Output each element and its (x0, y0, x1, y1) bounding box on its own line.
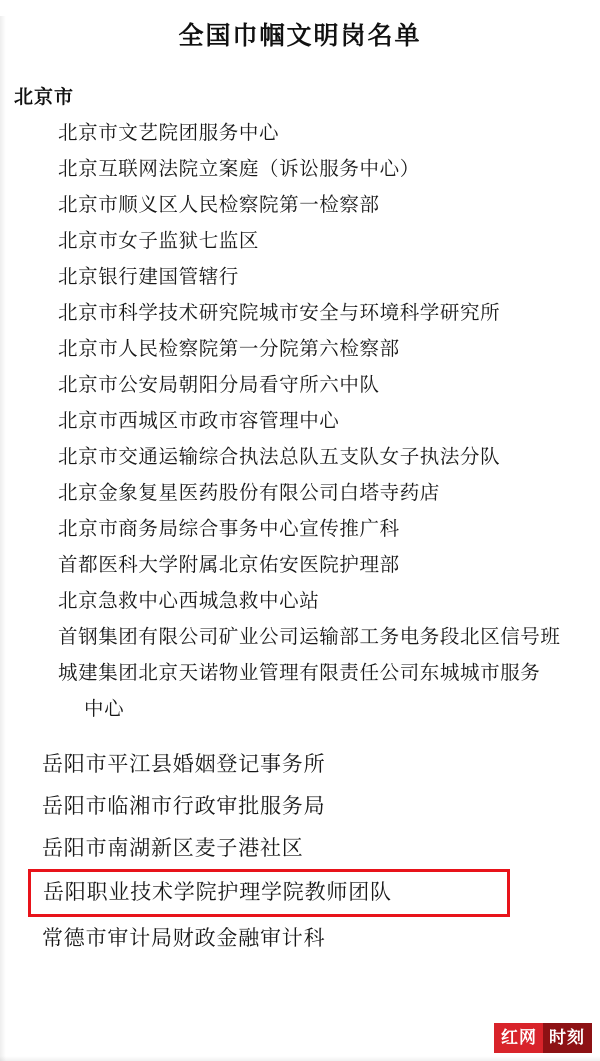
list-item: 北京市商务局综合事务中心宣传推广科 (58, 517, 400, 540)
list-item: 常德市审计局财政金融审计科 (42, 926, 326, 950)
beijing-entry-list (0, 115, 600, 727)
highlighted-entry-box (28, 869, 510, 917)
region-heading-beijing: 北京市 (14, 86, 75, 108)
list-item: 北京市女子监狱七监区 (58, 229, 260, 252)
list-item: 北京市文艺院团服务中心 (58, 121, 280, 144)
list-item: 首都医科大学附属北京佑安医院护理部 (58, 553, 400, 576)
list-item: 北京市科学技术研究院城市安全与环境科学研究所 (58, 301, 501, 324)
trailing-entry-list (0, 917, 600, 959)
list-item: 北京市公安局朝阳分局看守所六中队 (58, 373, 380, 396)
list-item: 城建集团北京天诺物业管理有限责任公司东城城市服务 (58, 661, 541, 684)
list-item: 北京市人民检察院第一分院第六检察部 (58, 337, 400, 360)
list-item: 北京市西城区市政市容管理中心 (58, 409, 340, 432)
watermark-logo (494, 1023, 592, 1053)
list-item: 岳阳市平江县婚姻登记事务所 (42, 752, 326, 776)
watermark-left-text: 红网 (494, 1023, 543, 1053)
list-item: 北京银行建国管辖行 (58, 265, 239, 288)
list-item: 北京金象复星医药股份有限公司白塔寺药店 (58, 481, 440, 504)
list-item: 北京市交通运输综合执法总队五支队女子执法分队 (58, 445, 501, 468)
list-item: 北京急救中心西城急救中心站 (58, 589, 320, 612)
list-item: 岳阳市南湖新区麦子港社区 (42, 836, 304, 860)
list-item: 北京市顺义区人民检察院第一检察部 (58, 193, 380, 216)
list-item: 首钢集团有限公司矿业公司运输部工务电务段北区信号班 (58, 625, 561, 648)
page-title: 全国巾帼文明岗名单 (178, 21, 422, 50)
list-item: 北京互联网法院立案庭（诉讼服务中心） (58, 157, 420, 180)
page-edge-shadow-bottom (0, 1056, 600, 1061)
highlighted-entry-label: 岳阳职业技术学院护理学院教师团队 (43, 880, 392, 904)
hunan-entry-list (0, 743, 600, 869)
document-page (0, 16, 600, 1061)
section-divider (0, 727, 600, 743)
list-item: 岳阳市临湘市行政审批服务局 (42, 794, 326, 818)
watermark-right-text: 时刻 (543, 1023, 592, 1053)
list-item-continuation: 中心 (84, 697, 125, 720)
